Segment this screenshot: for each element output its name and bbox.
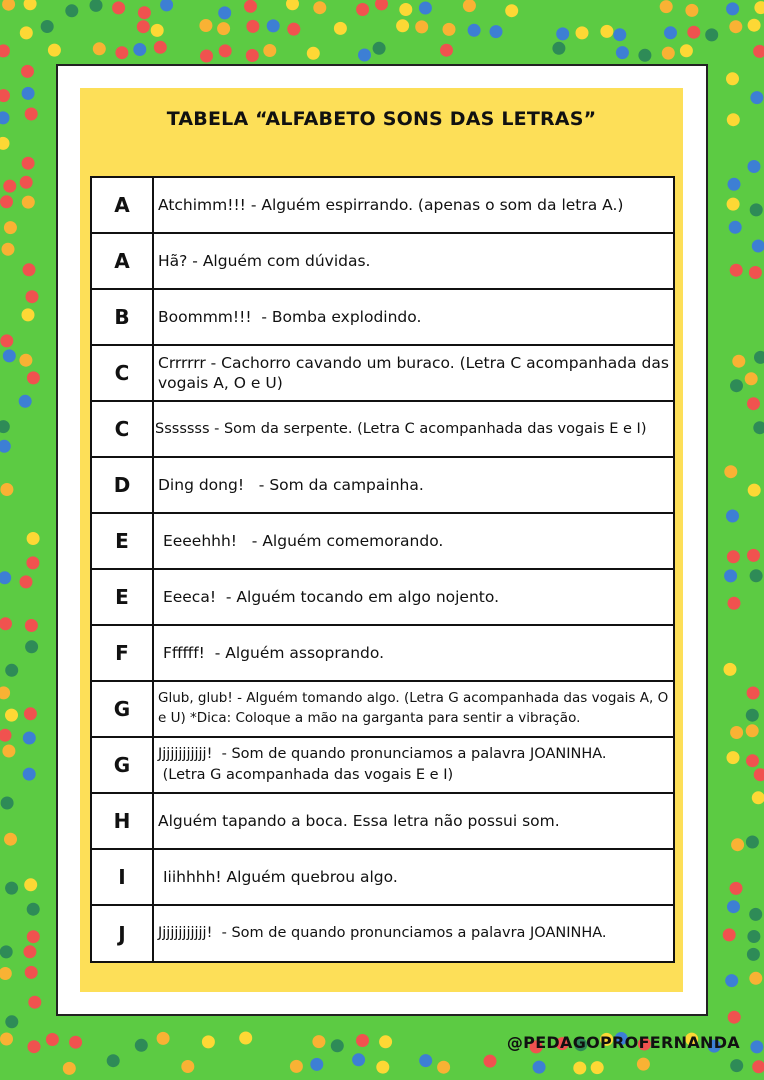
confetti-dot (27, 371, 40, 384)
confetti-dot (662, 47, 675, 60)
confetti-dot (443, 23, 456, 36)
confetti-dot (727, 198, 740, 211)
confetti-dot (25, 108, 38, 121)
table-row (92, 682, 673, 738)
table-row (92, 738, 673, 794)
confetti-dot (65, 4, 78, 17)
confetti-dot (687, 26, 700, 39)
confetti-dot (0, 1033, 13, 1046)
confetti-dot (746, 836, 759, 849)
confetti-dot (0, 617, 12, 630)
confetti-dot (463, 0, 476, 12)
table-row (92, 346, 673, 402)
confetti-dot (3, 180, 16, 193)
confetti-dot (616, 46, 629, 59)
confetti-dot (26, 290, 39, 303)
confetti-dot (133, 43, 146, 56)
author-handle: @PEDAGOPROFERNANDA (506, 1033, 740, 1052)
confetti-dot (4, 221, 17, 234)
confetti-dot (5, 882, 18, 895)
confetti-dot (22, 308, 35, 321)
table-row (92, 794, 673, 850)
confetti-dot (729, 221, 742, 234)
confetti-dot (753, 421, 764, 434)
confetti-dot (137, 20, 150, 33)
confetti-dot (727, 550, 740, 563)
letter-cell: C (92, 346, 154, 400)
confetti-dot (680, 44, 693, 57)
confetti-dot (112, 1, 125, 14)
description-cell: Atchimm!!! - Alguém espirrando. (apenas o som da letra A.) (158, 195, 624, 214)
table-row (92, 850, 673, 906)
confetti-dot (25, 640, 38, 653)
confetti-dot (730, 882, 743, 895)
confetti-dot (246, 20, 259, 33)
confetti-dot (135, 1039, 148, 1052)
letter-cell: G (92, 738, 154, 792)
confetti-dot (27, 532, 40, 545)
confetti-dot (107, 1054, 120, 1067)
confetti-dot (356, 1034, 369, 1047)
confetti-dot (157, 1032, 170, 1045)
description-cell: Eeeca! - Alguém tocando em algo nojento. (158, 587, 500, 606)
confetti-dot (505, 4, 518, 17)
confetti-dot (729, 20, 742, 33)
confetti-dot (724, 663, 737, 676)
confetti-dot (747, 549, 760, 562)
letter-cell: E (92, 514, 154, 568)
confetti-dot (664, 26, 677, 39)
confetti-dot (1, 797, 14, 810)
confetti-dot (440, 44, 453, 57)
confetti-dot (490, 25, 503, 38)
confetti-dot (151, 24, 164, 37)
confetti-dot (4, 833, 17, 846)
confetti-dot (28, 996, 41, 1009)
description-cell: Jjjjjjjjjjjj! - Som de quando pronunciamos a palavra JOANINHA. (Letra G acompanhada das vogais E e I) (158, 745, 607, 783)
confetti-dot (723, 928, 736, 941)
description-cell: Jjjjjjjjjjjj! - Som de quando pronunciamos a palavra JOANINHA. (158, 925, 607, 942)
confetti-dot (0, 111, 10, 124)
confetti-dot (46, 1033, 59, 1046)
confetti-dot (747, 930, 760, 943)
confetti-dot (468, 24, 481, 37)
confetti-dot (728, 1011, 741, 1024)
confetti-dot (0, 195, 13, 208)
confetti-dot (3, 349, 16, 362)
confetti-dot (138, 6, 151, 19)
confetti-dot (310, 1058, 323, 1071)
confetti-dot (752, 791, 764, 804)
confetti-dot (20, 575, 33, 588)
confetti-dot (415, 20, 428, 33)
confetti-dot (115, 46, 128, 59)
confetti-dot (5, 664, 18, 677)
confetti-dot (246, 49, 259, 62)
letter-cell: F (92, 626, 154, 680)
confetti-dot (23, 768, 36, 781)
confetti-dot (0, 44, 10, 57)
confetti-dot (728, 597, 741, 610)
confetti-dot (685, 4, 698, 17)
confetti-dot (20, 26, 33, 39)
confetti-dot (23, 732, 36, 745)
table-row (92, 514, 673, 570)
letter-cell: I (92, 850, 154, 904)
confetti-dot (726, 510, 739, 523)
table-row (92, 906, 673, 961)
confetti-dot (24, 0, 37, 10)
confetti-dot (28, 1040, 41, 1053)
confetti-dot (749, 972, 762, 985)
confetti-dot (419, 1054, 432, 1067)
confetti-dot (25, 619, 38, 632)
confetti-dot (750, 91, 763, 104)
confetti-dot (484, 1055, 497, 1068)
confetti-dot (93, 42, 106, 55)
confetti-dot (2, 0, 15, 11)
confetti-dot (27, 930, 40, 943)
confetti-dot (0, 440, 11, 453)
letter-cell: A (92, 178, 154, 232)
confetti-dot (0, 967, 12, 980)
confetti-dot (312, 1035, 325, 1048)
confetti-dot (730, 379, 743, 392)
letter-cell: A (92, 234, 154, 288)
confetti-dot (356, 3, 369, 16)
confetti-dot (576, 26, 589, 39)
confetti-dot (21, 65, 34, 78)
confetti-dot (573, 1062, 586, 1075)
confetti-dot (244, 0, 257, 13)
confetti-dot (638, 49, 651, 62)
description-cell: Alguém tapando a boca. Essa letra não possui som. (158, 811, 560, 830)
letter-sounds-table (90, 176, 675, 963)
confetti-dot (754, 768, 764, 781)
confetti-dot (2, 745, 15, 758)
description-cell: Ffffff! - Alguém assoprando. (158, 643, 385, 662)
confetti-dot (24, 707, 37, 720)
description-cell: Sssssss - Som da serpente. (Letra C acompanhada das vogais E e I) (155, 420, 647, 437)
confetti-dot (379, 1035, 392, 1048)
confetti-dot (373, 42, 386, 55)
table-row (92, 178, 673, 234)
letter-cell: D (92, 458, 154, 512)
confetti-dot (19, 354, 32, 367)
confetti-dot (287, 23, 300, 36)
confetti-dot (23, 263, 36, 276)
confetti-dot (660, 0, 673, 13)
confetti-dot (202, 1035, 215, 1048)
table-row (92, 234, 673, 290)
confetti-dot (0, 420, 10, 433)
confetti-dot (90, 0, 103, 12)
confetti-dot (0, 571, 11, 584)
confetti-dot (728, 178, 741, 191)
confetti-dot (399, 3, 412, 16)
confetti-dot (63, 1062, 76, 1075)
confetti-dot (41, 20, 54, 33)
confetti-dot (217, 22, 230, 35)
confetti-dot (725, 974, 738, 987)
confetti-dot (730, 264, 743, 277)
table-row (92, 570, 673, 626)
confetti-dot (25, 966, 38, 979)
confetti-dot (419, 2, 432, 15)
confetti-dot (0, 945, 13, 958)
confetti-dot (160, 0, 173, 11)
confetti-dot (747, 397, 760, 410)
description-cell: Crrrrrr - Cachorro cavando um buraco. (Letra C acompanhada das vogais A, O e U) (158, 353, 674, 392)
confetti-dot (745, 372, 758, 385)
confetti-dot (749, 908, 762, 921)
confetti-dot (731, 838, 744, 851)
confetti-dot (219, 44, 232, 57)
confetti-dot (730, 726, 743, 739)
letter-cell: J (92, 906, 154, 961)
confetti-dot (752, 1060, 764, 1073)
confetti-dot (5, 709, 18, 722)
confetti-dot (199, 19, 212, 32)
confetti-dot (396, 19, 409, 32)
confetti-dot (730, 1059, 743, 1072)
confetti-dot (331, 1039, 344, 1052)
confetti-dot (290, 1060, 303, 1073)
letter-cell: G (92, 682, 154, 736)
confetti-dot (749, 266, 762, 279)
confetti-dot (747, 687, 760, 700)
description-cell: Eeeehhh! - Alguém comemorando. (158, 531, 444, 550)
confetti-dot (0, 89, 10, 102)
confetti-dot (705, 28, 718, 41)
confetti-dot (0, 137, 10, 150)
confetti-dot (437, 1061, 450, 1074)
confetti-dot (22, 87, 35, 100)
table-row (92, 402, 673, 458)
confetti-dot (746, 754, 759, 767)
confetti-dot (69, 1036, 82, 1049)
confetti-dot (748, 484, 761, 497)
confetti-dot (753, 45, 764, 58)
confetti-dot (727, 751, 740, 764)
table-row (92, 626, 673, 682)
confetti-dot (552, 42, 565, 55)
confetti-dot (727, 113, 740, 126)
confetti-dot (724, 569, 737, 582)
confetti-dot (724, 465, 737, 478)
confetti-dot (26, 556, 39, 569)
confetti-dot (591, 1061, 604, 1074)
confetti-dot (726, 72, 739, 85)
confetti-dot (239, 1032, 252, 1045)
confetti-dot (746, 724, 759, 737)
confetti-dot (20, 176, 33, 189)
confetti-dot (0, 483, 13, 496)
confetti-dot (752, 240, 764, 253)
confetti-dot (613, 28, 626, 41)
confetti-dot (748, 160, 761, 173)
confetti-dot (0, 686, 10, 699)
confetti-dot (48, 44, 61, 57)
confetti-dot (754, 1, 764, 14)
confetti-dot (376, 1061, 389, 1074)
confetti-dot (263, 44, 276, 57)
description-cell: Glub, glub! - Alguém tomando algo. (Letra G acompanhada das vogais A, O e U) *Dica: Coloque a mão na garganta para sentir a vibração. (158, 690, 673, 726)
description-cell: Boommm!!! - Bomba explodindo. (158, 307, 422, 326)
confetti-dot (24, 878, 37, 891)
confetti-dot (746, 709, 759, 722)
confetti-dot (218, 6, 231, 19)
description-cell: Iiihhhh! Alguém quebrou algo. (158, 867, 398, 886)
confetti-dot (286, 0, 299, 10)
page-title: TABELA “ALFABETO SONS DAS LETRAS” (166, 108, 597, 130)
confetti-dot (750, 1040, 763, 1053)
confetti-dot (0, 729, 12, 742)
confetti-dot (19, 395, 32, 408)
confetti-dot (600, 25, 613, 38)
confetti-dot (181, 1060, 194, 1073)
confetti-dot (307, 47, 320, 60)
table-row (92, 290, 673, 346)
confetti-dot (27, 903, 40, 916)
confetti-dot (0, 334, 13, 347)
table-row (92, 458, 673, 514)
letter-cell: B (92, 290, 154, 344)
letter-cell: E (92, 570, 154, 624)
confetti-dot (5, 1015, 18, 1028)
confetti-dot (533, 1061, 546, 1074)
confetti-dot (22, 196, 35, 209)
confetti-dot (750, 569, 763, 582)
confetti-dot (267, 19, 280, 32)
description-cell: Hã? - Alguém com dúvidas. (158, 251, 371, 270)
confetti-dot (748, 19, 761, 32)
confetti-dot (726, 2, 739, 15)
letter-cell: C (92, 402, 154, 456)
confetti-dot (637, 1058, 650, 1071)
confetti-dot (556, 27, 569, 40)
confetti-dot (22, 157, 35, 170)
confetti-dot (732, 355, 745, 368)
confetti-dot (375, 0, 388, 10)
confetti-dot (750, 203, 763, 216)
confetti-dot (727, 900, 740, 913)
confetti-dot (2, 243, 15, 256)
description-cell: Ding dong! - Som da campainha. (158, 475, 424, 494)
confetti-dot (313, 1, 326, 14)
confetti-dot (754, 351, 764, 364)
confetti-dot (23, 945, 36, 958)
confetti-dot (154, 41, 167, 54)
confetti-dot (747, 948, 760, 961)
confetti-dot (334, 22, 347, 35)
confetti-dot (358, 49, 371, 62)
confetti-dot (352, 1053, 365, 1066)
confetti-dot (200, 50, 213, 63)
letter-cell: H (92, 794, 154, 848)
